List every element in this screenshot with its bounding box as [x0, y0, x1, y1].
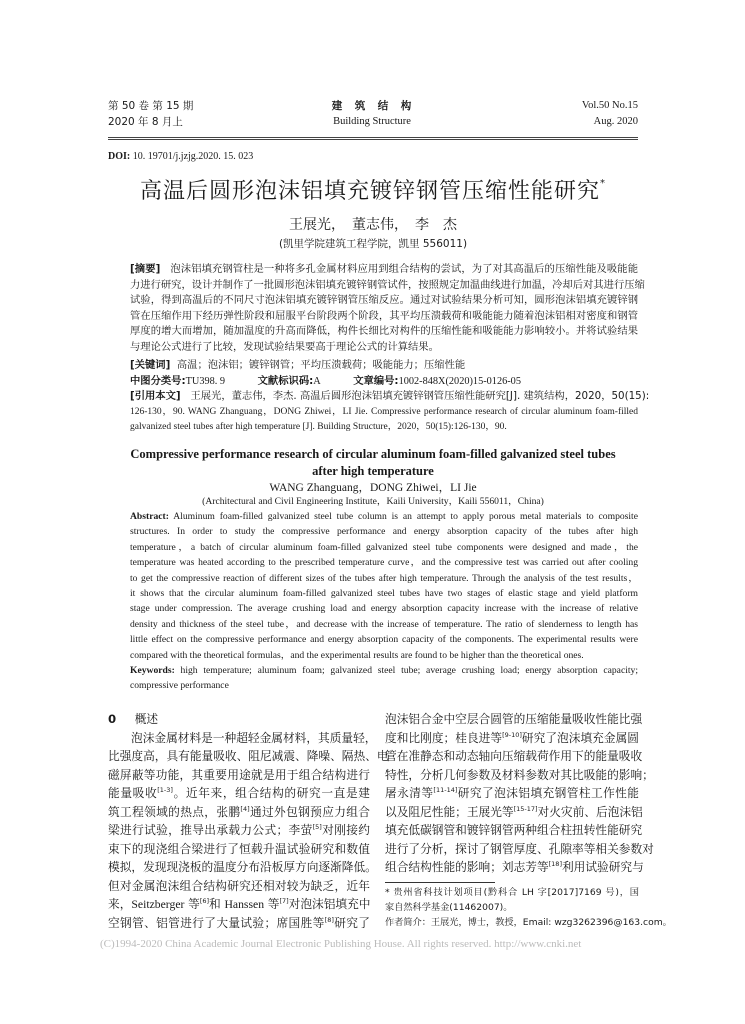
journal-issue: [108, 98, 193, 130]
classification-info: [130, 374, 638, 390]
body-text-line-text: 但对金属泡沫组合结构研究还相对较为缺乏，近年: [108, 878, 370, 893]
keywords-zh: [130, 358, 638, 374]
body-text-line: [385, 840, 654, 859]
abstract-en-line-text: stage under compression. The average crushing load and energy absorption capacity increase with the increase of relative: [130, 603, 638, 615]
abstract-zh-line: [130, 293, 638, 309]
section-heading: [108, 710, 370, 729]
abstract-zh-line-text: 力进行研究，设计并制作了一批圆形泡沫铝填充镀锌钢管试件，按照规定加温曲线进行加温，冷却后对其进行压缩: [130, 278, 645, 291]
issue-date: 2020 年 8 月上: [108, 116, 183, 128]
body-text-line-text: 泡沫铝合金中空层合圆管的压缩能量吸收性能比强: [385, 712, 643, 726]
body-text-line: [385, 766, 654, 785]
body-text-line-text: 管在准静态和动态轴向压缩载荷作用下的能量吸收: [385, 749, 643, 763]
body-text-line: [385, 710, 643, 729]
body-text-line: [108, 895, 370, 914]
abstract-en: [130, 509, 638, 694]
abstract-en-lines: [130, 509, 638, 663]
abstract-zh-lines: [130, 262, 645, 356]
abstract-label: [摘要]: [130, 263, 161, 275]
body-text-line-text: 泡沫金属材料是一种超轻金属材料，其质量轻，: [131, 730, 377, 745]
abstract-en-line: [130, 555, 638, 570]
body-text-line-text: 束下的现浇组合梁进行了恒载升温试验研究和数值: [108, 841, 370, 856]
body-text-line-text: 组合结构性能的影响；刘志芳等[18]利用试验研究与: [385, 860, 644, 874]
abstract-en-line-text: density and thickness of the steel tube，and decrease with the increase of temperature. The ratio of slenderness to length has: [130, 618, 638, 630]
abstract-en-label: Abstract:: [130, 511, 169, 522]
cite-line-2: 126-130，90. WANG Zhanguang，DONG Zhiwei，LI Jie. Compressive performance research of circular aluminum foam-filled: [130, 406, 638, 417]
body-text-line: [385, 729, 639, 748]
body-text-line: [108, 858, 377, 877]
body-text-line-text: 填充低碳钢管和镀锌钢管两种组合柱扭转性能研究: [385, 823, 643, 837]
citation-ref[interactable]: [4]: [240, 804, 250, 813]
body-text-line-text: 空钢管、铝管进行了大量试验；席国胜等[8]研究了: [108, 915, 370, 930]
keywords-en-text-1: high temperature; aluminum foam; galvanized steel tube; average crushing load; energy absorption capacity;: [180, 664, 638, 676]
keywords-en-line-1: [130, 663, 638, 678]
citation-ref[interactable]: [15-17]: [513, 804, 538, 813]
body-text-line: [108, 914, 370, 933]
body-text-line: [385, 784, 639, 803]
english-affiliation: (Architectural and Civil Engineering Institute，Kaili University，Kaili 556011，China): [202, 496, 544, 507]
body-text-line-text: 模拟，发现现浇板的温度分布沿板厚方向逐渐降低。: [108, 860, 377, 874]
article-no-label: 文章编号:: [353, 374, 399, 387]
footnote-line-text: * 贵州省科技计划项目(黔科合 LH 字[2017]7169 号)，国: [385, 887, 639, 898]
citation-ref[interactable]: [8]: [324, 915, 334, 924]
right-column-lines: [385, 710, 654, 877]
citation-ref[interactable]: [5]: [312, 823, 322, 831]
abstract-en-line: [130, 632, 638, 647]
body-text-line: [385, 803, 643, 822]
footnote-line: [385, 885, 639, 900]
footnote-line: [385, 915, 672, 930]
abstract-zh-line: [130, 309, 638, 325]
doc-code-label: 文献标识码:: [257, 374, 314, 387]
cite-line-3: galvanized steel tubes after high temperature [J]. Building Structure，2020，50(15):126-130，90.: [130, 422, 507, 432]
body-text-line-text: 屠永清等[11-14]研究了泡沫铝填充钢管柱工作性能: [385, 786, 639, 800]
citation-ref[interactable]: [9-10]: [502, 730, 522, 739]
doi: [108, 151, 253, 162]
authors: 王展光， 董志伟， 李 杰: [289, 217, 457, 233]
body-left-column: [108, 710, 389, 932]
citation-ref[interactable]: [6]: [199, 897, 210, 905]
section-number: 0: [108, 712, 117, 726]
abstract-zh: [130, 262, 645, 356]
abstract-zh-line-text: 厚度的增大而增加，随加温度的升高而降低，构件长细比对构件的压缩性能和吸能能力影响较小。并将试验结果: [130, 325, 638, 338]
clc-value: TU398. 9: [185, 375, 226, 387]
abstract-en-line: [130, 509, 638, 524]
body-text-line-text: 筑工程领域的热点，张鹏[4]通过外包钢预应力组合: [108, 804, 370, 819]
journal-name-zh: 建 筑 结 构: [331, 100, 413, 112]
abstract-zh-line-text: 泡沫铝填充钢管柱是一种将多孔金属材料应用到组合结构的尝试，为了对其高温后的压缩性能及吸能能: [170, 263, 638, 275]
body-text-line: [108, 747, 389, 766]
paper-title: [108, 178, 638, 206]
doi-value[interactable]: 10. 19701/j.jzjg.2020. 15. 023: [132, 151, 254, 162]
article-no-value: 1002-848X(2020)15-0126-05: [398, 375, 521, 387]
body-text-line-text: 磁屏蔽等功能，其重要用途就是用于组合结构进行: [108, 767, 370, 782]
cite-label: [引用本文]: [130, 390, 181, 402]
footnote-rule: [385, 882, 495, 883]
abstract-en-line-text: temperature was heated according to the prescribed temperature curve，and the compressive test was carried out after cooling: [130, 557, 638, 569]
footnote-lines: [385, 885, 672, 930]
english-title-line-2: after high temperature: [312, 464, 434, 478]
abstract-en-line: [130, 571, 638, 586]
body-text-line: [108, 766, 370, 785]
citation-ref[interactable]: [1-3]: [157, 786, 173, 794]
abstract-meta: [130, 358, 650, 436]
body-text-line-text: 特性，分析几何参数及材料参数对其比吸能的影响；: [385, 767, 654, 782]
abstract-en-line-text: compared with the theoretical formulas，and the experimental results are found to be higher than the theoretical ones.: [130, 649, 584, 661]
footnote: [385, 885, 672, 930]
body-text-line-text: 以及阻尼性能；王展光等[15-17]对火灾前、后泡沫铝: [385, 804, 643, 819]
body-text-line: [108, 840, 370, 859]
journal-name-en: Building Structure: [333, 116, 411, 127]
volume-en: Vol.50 No.15: [581, 100, 638, 111]
abstract-en-line: [130, 586, 638, 601]
abstract-en-line-text: temperature，a batch of circular aluminum foam-filled galvanized steel tube components were designed and made，the: [130, 541, 638, 553]
abstract-en-line-text: it shows that the circular aluminum foam-filled galvanized steel tubes have two stages of elastic stage and yield platform: [130, 587, 638, 599]
left-column-lines: [108, 729, 389, 933]
abstract-en-line-text: to get the compressive reaction of different sizes of the tubes after high temperature. Through the analysis of the test results，: [130, 572, 638, 584]
body-text-line: [108, 729, 377, 748]
citation-ref[interactable]: [18]: [548, 860, 562, 868]
cite-line-1: [130, 389, 650, 405]
body-text-line: [108, 803, 370, 822]
abstract-en-line-text: little effect on the compressive performance and energy absorption capacity of the components. The experimental results were: [130, 634, 638, 646]
abstract-zh-line-text: 与理论公式进行了比较，发现试验结果要高于理论公式的计算结果。: [130, 340, 439, 353]
title-text: 高温后圆形泡沫铝填充镀锌钢管压缩性能研究: [139, 179, 600, 204]
journal-volume-en: [582, 98, 638, 130]
keywords-text: 高温；泡沫铝；镀锌钢管；平均压溃载荷；吸能能力；压缩性能: [176, 359, 466, 371]
abstract-en-line-text: Aluminum foam-filled galvanized steel tube column is an attempt to apply porous metal materials to composite: [173, 511, 638, 522]
volume-issue: 第 50 卷 第 15 期: [108, 100, 194, 112]
abstract-zh-line-text: 管在压缩作用下经历弹性阶段和屈服平台阶段两个阶段，其平均压溃载荷和吸能能力随着泡沫铝相对密度和钢管: [130, 309, 638, 322]
abstract-zh-line: [130, 262, 638, 278]
keywords-label: [关键词]: [130, 359, 171, 371]
header-rule-2: [108, 139, 638, 140]
body-text-line-text: 能量吸收[1-3]。近年来，组合结构的研究一直是建: [108, 786, 370, 800]
footnote-line: [385, 900, 639, 915]
body-text-line-text: 度和比刚度；桂良进等[9-10]研究了泡沫填充金属圆: [385, 730, 639, 745]
doi-label: DOI:: [108, 151, 131, 162]
body-text-line-text: 进行了分析，探讨了钢管厚度、孔隙率等相关参数对: [385, 841, 654, 856]
citation-ref[interactable]: [11-14]: [433, 786, 458, 794]
english-title-line-1: Compressive performance research of circular aluminum foam-filled galvanized steel tubes: [130, 447, 616, 461]
clc-label: 中图分类号:: [130, 374, 186, 387]
date-en: Aug. 2020: [593, 116, 638, 127]
english-title: [108, 446, 638, 480]
abstract-en-line: [130, 601, 638, 616]
section-title: 概述: [134, 712, 159, 726]
body-text-line: [385, 858, 644, 877]
body-text-line: [385, 821, 643, 840]
body-text-line-text: 比强度高，具有能量吸收、阻尼减震、降噪、隔热、电: [108, 749, 389, 763]
journal-name: [272, 98, 472, 130]
footnote-line-text: 家自然科学基金(11462007)。: [385, 902, 513, 913]
abstract-zh-line-text: 试验，得到高温后的不同尺寸泡沫铝填充镀锌钢管压缩反应。通过对试验结果分析可知，圆形泡沫铝填充镀锌钢: [130, 294, 638, 307]
body-text-line-text: 梁进行试验，推导出承载力公式；李萤[5]对刚接约: [108, 823, 370, 837]
doc-code-value: A: [313, 375, 321, 387]
body-text-line: [108, 821, 370, 840]
body-text-line: [385, 747, 643, 766]
abstract-en-line: [130, 617, 638, 632]
body-right-column: [385, 710, 654, 877]
abstract-en-line: [130, 540, 638, 555]
abstract-en-line: [130, 524, 638, 539]
cnki-watermark: (C)1994-2020 China Academic Journal Electronic Publishing House. All rights reserved. http://www.cnki.net: [100, 938, 582, 950]
title-footnote-mark: *: [600, 178, 606, 189]
cite-text-1: 王展光，董志伟，李杰. 高温后圆形泡沫铝填充镀锌钢管压缩性能研究[J]. 建筑结构，2020，50(15):: [190, 390, 650, 402]
citation-ref[interactable]: [7]: [279, 897, 289, 905]
body-text-line: [108, 784, 370, 803]
abstract-zh-line: [130, 324, 638, 340]
affiliation: (凯里学院建筑工程学院，凯里 556011): [278, 238, 468, 250]
footnote-line-text: 作者简介：王展光，博士，教授，Email: wzg3262396@163.com。: [385, 917, 672, 928]
keywords-en-line-2: compressive performance: [130, 680, 229, 692]
body-text-line-text: 来，Seitzberger 等[6]和 Hanssen 等[7]对泡沫铝填充中: [108, 897, 371, 911]
abstract-en-line: [130, 648, 638, 663]
abstract-zh-line: [130, 340, 638, 356]
keywords-en-label: Keywords:: [130, 664, 175, 676]
header-rule: [108, 137, 638, 138]
english-authors: WANG Zhanguang，DONG Zhiwei，LI Jie: [269, 482, 477, 494]
abstract-zh-line: [130, 278, 645, 294]
body-text-line: [108, 877, 370, 896]
abstract-en-line-text: structures. In order to study the compressive performance and energy absorption capacity of the tubes after high: [130, 526, 638, 538]
